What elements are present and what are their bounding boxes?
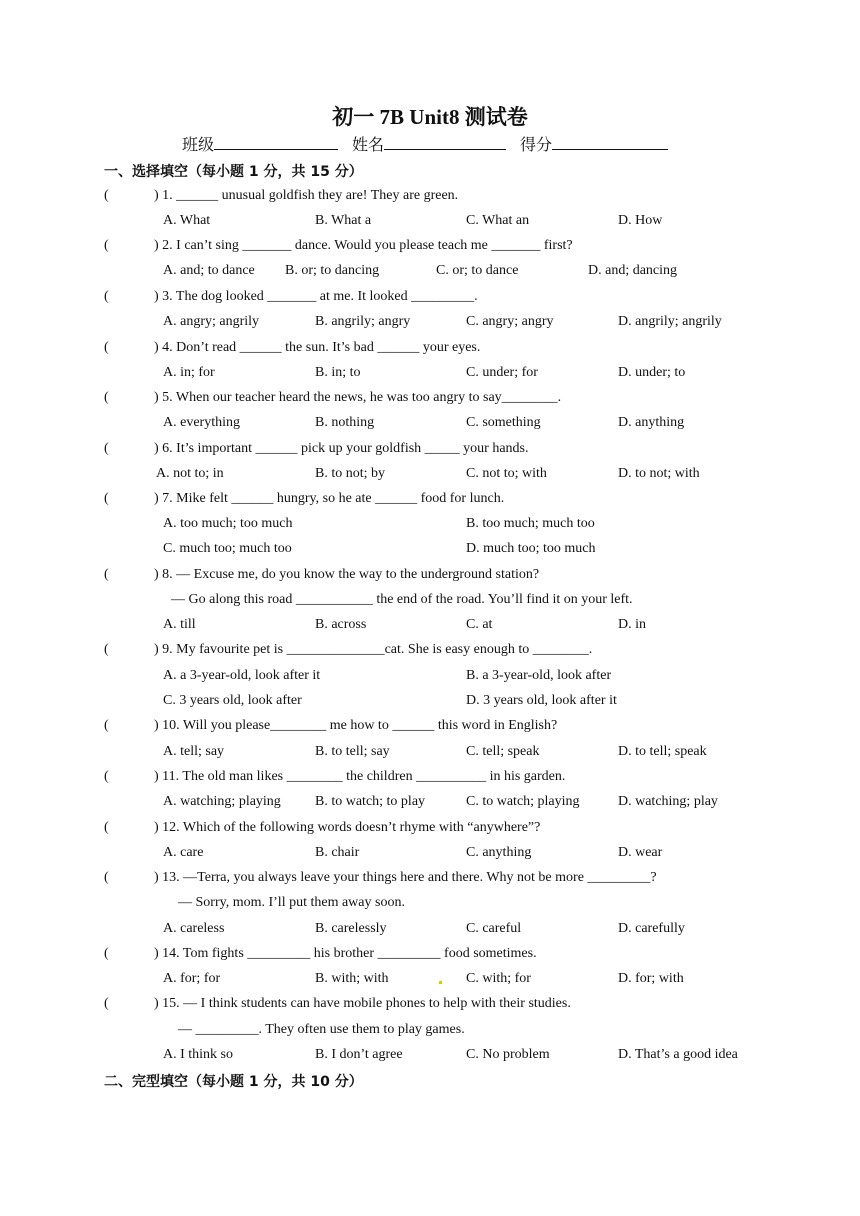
option: A. everything <box>163 415 240 430</box>
option: A. careless <box>163 921 225 936</box>
option: A. till <box>163 617 196 632</box>
option: A. tell; say <box>163 744 225 759</box>
question-dialogue-line: — Sorry, mom. I’ll put them away soon. <box>178 895 405 910</box>
option: B. chair <box>315 845 360 860</box>
option: D. for; with <box>618 971 684 986</box>
option: C. something <box>466 415 541 430</box>
option: C. tell; speak <box>466 744 540 759</box>
option: A. for; for <box>163 971 221 986</box>
question-stem: ( ) 11. The old man likes ________ the children __________ in his garden. <box>104 769 566 784</box>
option: C. anything <box>466 845 532 860</box>
option: A. too much; too much <box>163 516 293 531</box>
student-info-line <box>0 132 860 155</box>
option: B. in; to <box>315 365 361 380</box>
option: C. under; for <box>466 365 538 380</box>
option: D. much too; too much <box>466 541 596 556</box>
option: D. How <box>618 213 663 228</box>
option: C. No problem <box>466 1047 550 1062</box>
option: D. That’s a good idea <box>618 1047 738 1062</box>
option: D. 3 years old, look after it <box>466 693 617 708</box>
answer-paren[interactable]: ( <box>104 390 109 405</box>
option: B. What a <box>315 213 372 228</box>
name-label: 姓名 <box>351 137 384 154</box>
option: B. with; with <box>315 971 389 986</box>
question-stem: ( ) 1. ______ unusual goldfish they are! They are green. <box>104 188 459 203</box>
option: C. at <box>466 617 493 632</box>
option: A. a 3-year-old, look after it <box>163 668 321 683</box>
option: D. to not; with <box>618 466 700 481</box>
question-stem: ( ) 15. — I think students can have mobile phones to help with their studies. <box>104 996 571 1011</box>
answer-paren[interactable]: ( <box>104 567 109 582</box>
answer-paren[interactable]: ( <box>104 769 109 784</box>
option: C. not to; with <box>466 466 547 481</box>
name-blank <box>384 133 506 150</box>
option: D. and; dancing <box>588 263 678 278</box>
option: C. or; to dance <box>436 263 519 278</box>
page-title: 初一 7B Unit8 测试卷 <box>332 105 528 129</box>
answer-paren[interactable]: ( <box>104 642 109 657</box>
question-dialogue-line: — Go along this road ___________ the end of the road. You’ll find it on your left. <box>171 592 633 607</box>
question-stem: ( ) 10. Will you please________ me how to ______ this word in English? <box>104 718 558 733</box>
option: B. to tell; say <box>315 744 390 759</box>
option: B. carelessly <box>315 921 387 936</box>
option: A. not to; in <box>156 466 224 481</box>
score-label: 得分 <box>520 137 553 154</box>
option: B. I don’t agree <box>315 1047 403 1062</box>
answer-paren[interactable]: ( <box>104 718 109 733</box>
question-stem: ( ) 7. Mike felt ______ hungry, so he ate ______ food for lunch. <box>104 491 505 506</box>
option: D. wear <box>618 845 663 860</box>
question-stem: ( ) 12. Which of the following words doesn’t rhyme with “anywhere”? <box>104 820 541 835</box>
option: C. 3 years old, look after <box>163 693 302 708</box>
option: C. What an <box>466 213 530 228</box>
option: B. angrily; angry <box>315 314 411 329</box>
question-stem: ( ) 5. When our teacher heard the news, he was too angry to say________. <box>104 390 562 405</box>
answer-paren[interactable]: ( <box>104 820 109 835</box>
section-heading-cloze: 二、完型填空（每小题 1 分，共 10 分） <box>104 1074 363 1090</box>
answer-paren[interactable]: ( <box>104 289 109 304</box>
question-stem: ( ) 8. — Excuse me, do you know the way to the underground station? <box>104 567 540 582</box>
option: B. too much; much too <box>466 516 595 531</box>
option: D. angrily; angrily <box>618 314 722 329</box>
option: A. What <box>163 213 211 228</box>
class-blank <box>214 133 338 150</box>
question-stem: ( ) 13. —Terra, you always leave your things here and there. Why not be more _________? <box>104 870 657 885</box>
option: B. across <box>315 617 367 632</box>
question-dialogue-line: — _________. They often use them to play games. <box>178 1022 465 1037</box>
stray-mark <box>439 981 442 984</box>
section-heading-multiple-choice: 一、选择填空（每小题 1 分，共 15 分） <box>104 164 363 180</box>
question-stem: ( ) 6. It’s important ______ pick up your goldfish _____ your hands. <box>104 441 529 456</box>
option: D. in <box>618 617 646 632</box>
answer-paren[interactable]: ( <box>104 946 109 961</box>
option: B. or; to dancing <box>285 263 380 278</box>
answer-paren[interactable]: ( <box>104 491 109 506</box>
class-label: 班级 <box>181 137 214 154</box>
answer-paren[interactable]: ( <box>104 996 109 1011</box>
question-stem: ( ) 14. Tom fights _________ his brother _________ food sometimes. <box>104 946 537 961</box>
question-stem: ( ) 9. My favourite pet is ______________cat. She is easy enough to ________. <box>104 642 593 657</box>
question-stem: ( ) 2. I can’t sing _______ dance. Would you please teach me _______ first? <box>104 238 573 253</box>
option: B. to watch; to play <box>315 794 426 809</box>
option: D. under; to <box>618 365 686 380</box>
option: A. I think so <box>163 1047 233 1062</box>
option: B. nothing <box>315 415 375 430</box>
answer-paren[interactable]: ( <box>104 870 109 885</box>
option: C. to watch; playing <box>466 794 580 809</box>
option: D. anything <box>618 415 685 430</box>
option: C. with; for <box>466 971 531 986</box>
answer-paren[interactable]: ( <box>104 188 109 203</box>
answer-paren[interactable]: ( <box>104 441 109 456</box>
option: B. to not; by <box>315 466 386 481</box>
answer-paren[interactable]: ( <box>104 238 109 253</box>
option: A. in; for <box>163 365 215 380</box>
option: C. angry; angry <box>466 314 554 329</box>
option: D. watching; play <box>618 794 718 809</box>
answer-paren[interactable]: ( <box>104 340 109 355</box>
option: C. much too; much too <box>163 541 292 556</box>
score-blank <box>552 133 668 150</box>
question-stem: ( ) 3. The dog looked _______ at me. It looked _________. <box>104 289 478 304</box>
option: A. and; to dance <box>163 263 255 278</box>
option: A. watching; playing <box>163 794 281 809</box>
option: B. a 3-year-old, look after <box>466 668 612 683</box>
option: A. care <box>163 845 204 860</box>
question-stem: ( ) 4. Don’t read ______ the sun. It’s bad ______ your eyes. <box>104 340 481 355</box>
option: A. angry; angrily <box>163 314 260 329</box>
option: D. to tell; speak <box>618 744 707 759</box>
option: D. carefully <box>618 921 685 936</box>
option: C. careful <box>466 921 522 936</box>
